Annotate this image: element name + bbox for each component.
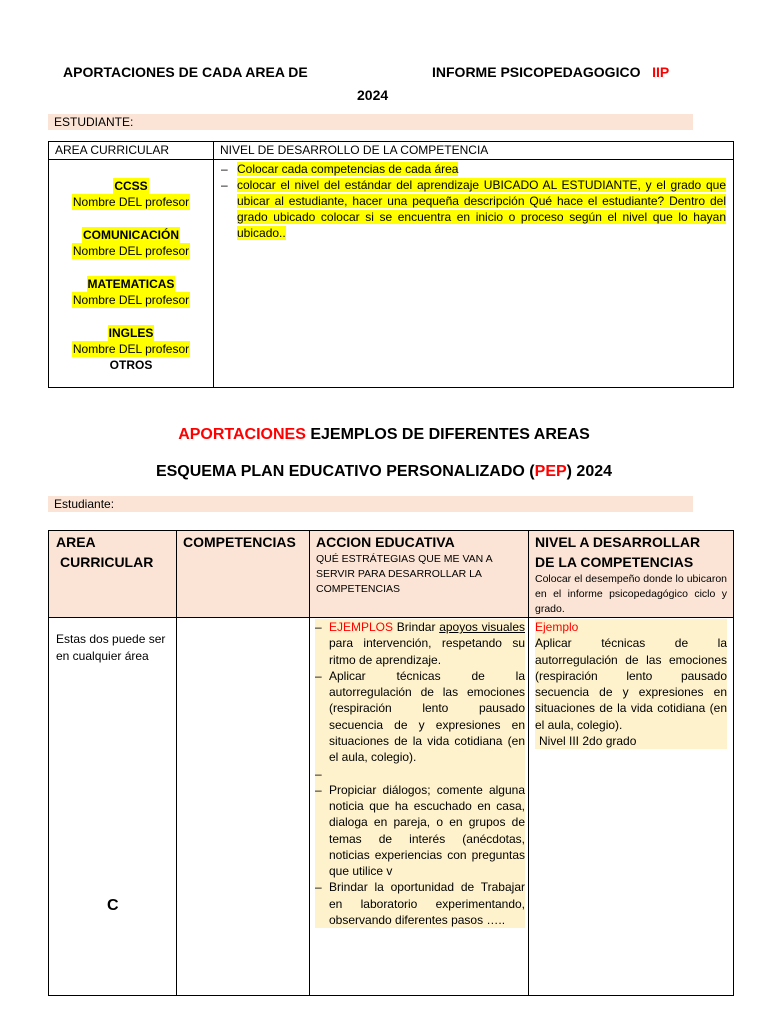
area-teacher: Nombre DEL profesor xyxy=(72,195,190,209)
dash-bullet: – xyxy=(221,178,228,192)
dash-bullet: – xyxy=(315,766,322,781)
accion-item xyxy=(315,668,525,766)
section1-title-tag: IIP xyxy=(652,64,670,80)
pep-header-area-line2: CURRICULAR xyxy=(60,554,154,570)
pep-header-nivel-line1: NIVEL A DESARROLLAR xyxy=(535,534,701,550)
nivel-item xyxy=(221,161,726,177)
dash-bullet: – xyxy=(221,162,228,176)
pep-nivel-level: Nivel III 2do grado xyxy=(539,734,637,749)
accion-text: Propiciar diálogos; comente alguna noticia que ha escuchado en casa, dialoga en pareja, o en grupos de temas de interés (anécdotas, noticias experiencias con preguntas que utilice v xyxy=(329,782,525,879)
student-band-2 xyxy=(48,496,693,512)
accion-underline: apoyos visuales xyxy=(439,620,525,634)
nivel-item-text: colocar el nivel del estándar del aprendizaje UBICADO AL ESTUDIANTE, y el grado que ubicar al estudiante, hacer una pequeña descripción Qué hace el estudiante? Dentro del grado ubicado colocar si se encuentra en inicio o proceso según el nivel que lo hayan ubicado.. xyxy=(237,178,726,240)
pep-header-area-line1: AREA xyxy=(56,534,96,550)
dash-bullet: – xyxy=(315,782,322,797)
section2-title-2-b: ) 2024 xyxy=(566,463,613,480)
section2-title-1-red: APORTACIONES xyxy=(178,426,306,443)
section2-title-1 xyxy=(0,426,768,444)
accion-item xyxy=(315,782,525,880)
section2-title-2 xyxy=(0,463,768,481)
area-item xyxy=(49,227,213,259)
pep-area-letter: C xyxy=(107,897,119,914)
pep-area-text: Estas dos puede ser en cualquier área xyxy=(56,632,166,663)
student-band xyxy=(48,114,693,130)
pep-nivel-box xyxy=(535,619,727,749)
student-label-2: Estudiante: xyxy=(54,497,115,511)
accion-example-label: EJEMPLOS xyxy=(329,620,394,634)
dash-bullet: – xyxy=(315,620,322,634)
area-item xyxy=(49,325,213,373)
nivel-item xyxy=(221,177,726,241)
area-item xyxy=(49,178,213,210)
area-name: MATEMATICAS xyxy=(87,277,175,291)
pep-header-nivel xyxy=(535,532,700,572)
area-teacher: Nombre DEL profesor xyxy=(72,342,190,356)
accion-list xyxy=(315,619,525,928)
accion-text: para intervención, respetando su ritmo de aprendizaje. xyxy=(329,636,525,667)
accion-item-empty xyxy=(315,766,525,782)
nivel-item-text: Colocar cada competencias de cada área xyxy=(237,162,459,176)
area-name: INGLES xyxy=(108,326,154,340)
dash-bullet: – xyxy=(315,880,322,895)
pep-header-accion: ACCION EDUCATIVA xyxy=(316,534,455,550)
competence-table xyxy=(48,141,734,388)
col-header-nivel: NIVEL DE DESARROLLO DE LA COMPETENCIA xyxy=(220,143,489,157)
accion-text: Brindar la oportunidad de Trabajar en laboratorio experimentando, observando diferentes pasos ….. xyxy=(329,880,525,928)
pep-header-area xyxy=(56,532,153,572)
area-item xyxy=(49,276,213,308)
section1-title-right xyxy=(432,64,669,80)
pep-divider xyxy=(528,531,529,995)
section1-year: 2024 xyxy=(357,87,389,103)
area-name: COMUNICACIÓN xyxy=(83,228,179,242)
accion-text: Aplicar técnicas de la autorregulación de las emociones (respiración lento pausado secuencia de y expresiones en situaciones de la vida cotidiana (en el aula, colegio). xyxy=(329,668,525,765)
student-label: ESTUDIANTE: xyxy=(54,115,134,129)
section1-title-right-text: INFORME PSICOPEDAGOGICO xyxy=(432,64,641,80)
pep-divider xyxy=(176,531,177,995)
area-teacher: Nombre DEL profesor xyxy=(72,293,190,307)
pep-header-nivel-sub: Colocar el desempeño donde lo ubicaron en el informe psicopedagógico ciclo y grado. xyxy=(535,573,727,615)
accion-item xyxy=(315,879,525,928)
dash-bullet: – xyxy=(315,668,322,683)
table-divider-vertical xyxy=(213,142,214,387)
section2-title-1-rest: EJEMPLOS DE DIFERENTES AREAS xyxy=(305,426,590,443)
area-teacher: Nombre DEL profesor xyxy=(72,244,190,258)
pep-divider xyxy=(309,531,310,995)
section2-title-2-a: ESQUEMA PLAN EDUCATIVO PERSONALIZADO ( xyxy=(155,463,535,480)
table-divider-horizontal xyxy=(49,159,733,160)
area-list xyxy=(49,178,213,373)
pep-header-accion-sub: QUÉ ESTRÁTEGIAS QUE ME VAN A SERVIR PARA DESARROLLAR LA COMPETENCIAS xyxy=(316,553,493,595)
accion-text: Brindar xyxy=(393,620,440,634)
pep-nivel-text: Aplicar técnicas de la autorregulación de las emociones (respiración lento pausado secuencia de y expresiones en situaciones de la vida cotidiana (en el aula, colegio). xyxy=(535,636,727,732)
accion-item xyxy=(315,619,525,668)
nivel-list xyxy=(221,161,726,241)
pep-nivel-example-label: Ejemplo xyxy=(535,620,579,634)
pep-header-competencias: COMPETENCIAS xyxy=(183,534,296,550)
pep-table xyxy=(48,530,734,996)
area-other: OTROS xyxy=(109,358,153,372)
col-header-area: AREA CURRICULAR xyxy=(55,143,170,157)
pep-header-divider xyxy=(49,617,733,618)
section2-title-2-red: PEP xyxy=(534,463,567,480)
area-name: CCSS xyxy=(114,179,148,193)
section1-title-left: APORTACIONES DE CADA AREA DE xyxy=(63,64,308,80)
pep-header-nivel-line2: DE LA COMPETENCIAS xyxy=(535,554,694,570)
